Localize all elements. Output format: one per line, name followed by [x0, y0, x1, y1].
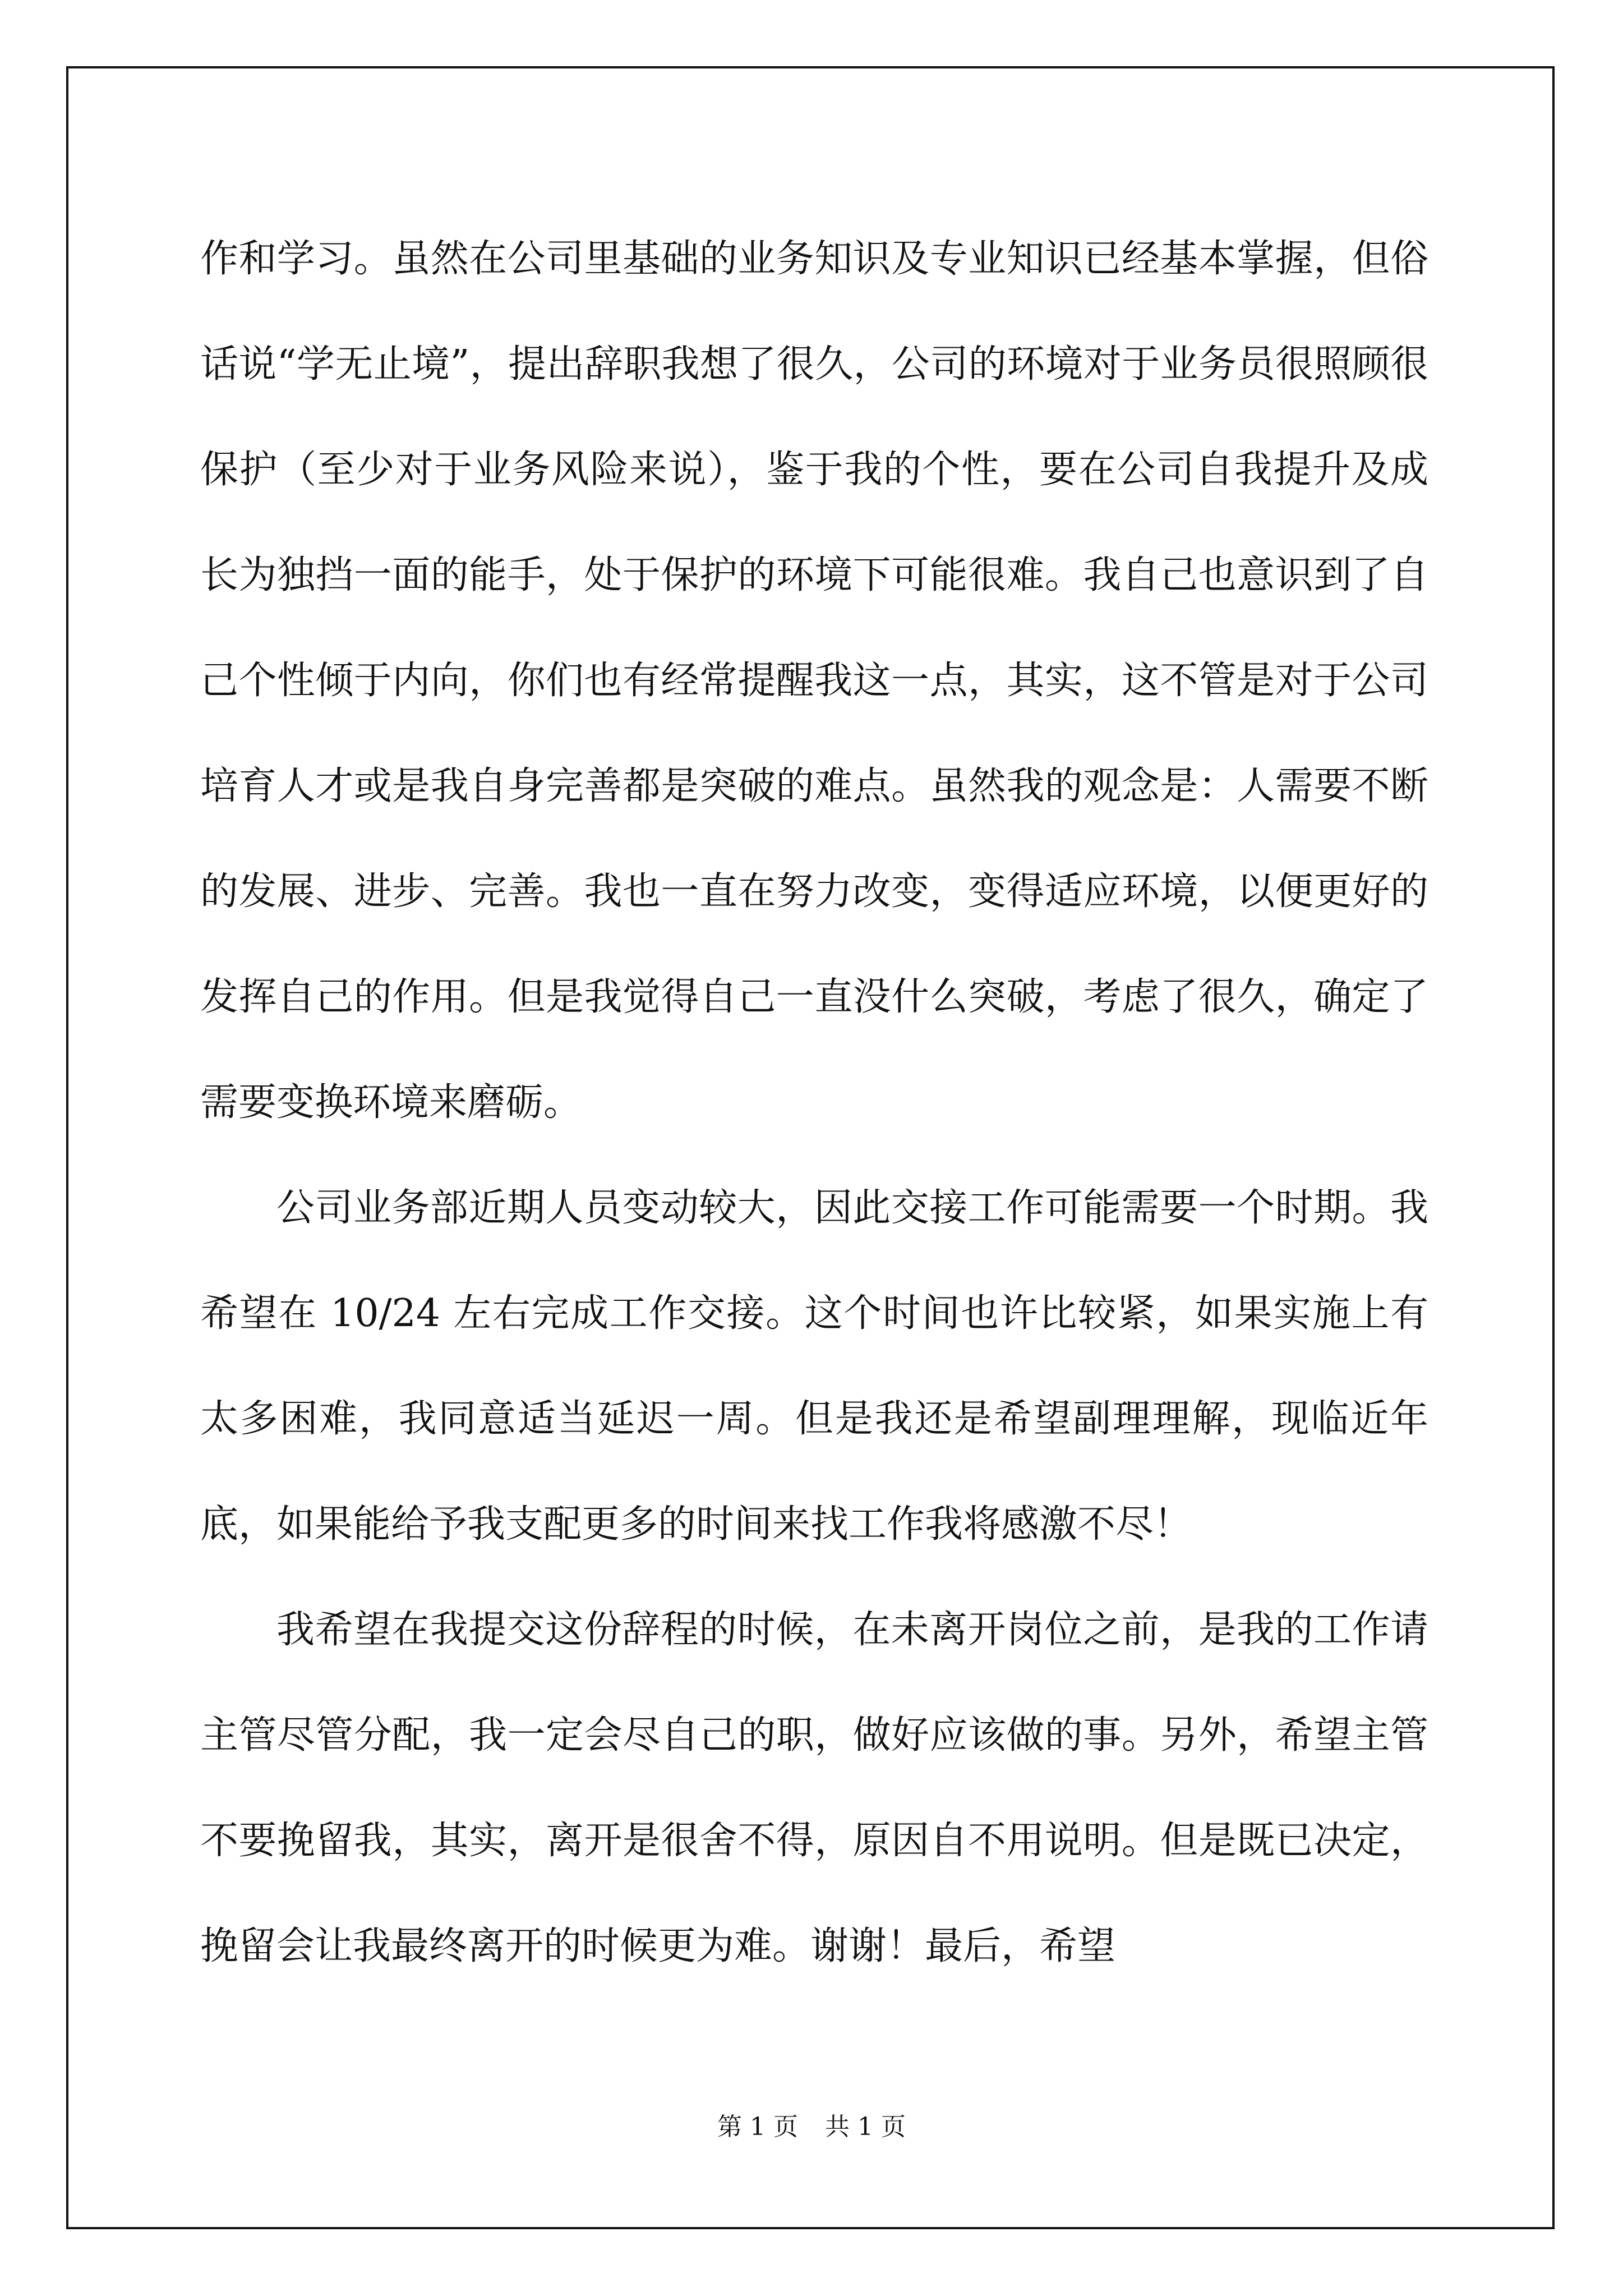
paragraph-1: 作和学习。虽然在公司里基础的业务知识及专业知识已经基本掌握，但俗话说“学无止境”，提出辞职我想了很久，公司的环境对于业务员很照顾很保护（至少对于业务风险来说），鉴于我的个性，要在公司自我提升及成长为独挡一面的能手，处于保护的环境下可能很难。我自己也意识到了自己个性倾于内向，你们也有经常提醒我这一点，其实，这不管是对于公司培育人才或是我自身完善都是突破的难点。虽然我的观念是：人需要不断的发展、进步、完善。我也一直在努力改变，变得适应环境，以便更好的发挥自己的作用。但是我觉得自己一直没什么突破，考虑了很久，确定了需要变换环境来磨砺。 [200, 237, 1428, 1125]
page-number-current: 第 1 页 [717, 2113, 798, 2141]
document-body [200, 206, 1428, 1999]
page-number-total: 共 1 页 [825, 2113, 906, 2141]
page-footer [0, 2110, 1623, 2144]
paragraph-2: 公司业务部近期人员变动较大，因此交接工作可能需要一个时期。我希望在 10/24 左右完成工作交接。这个时间也许比较紧，如果实施上有太多困难，我同意适当延迟一周。但是我还是希望副理理解，现临近年底，如果能给予我支配更多的时间来找工作我将感激不尽！ [200, 1186, 1428, 1547]
paragraph-3: 我希望在我提交这份辞程的时候，在未离开岗位之前，是我的工作请主管尽管分配，我一定会尽自己的职，做好应该做的事。另外，希望主管不要挽留我，其实，离开是很舍不得，原因自不用说明。但是既已决定，挽留会让我最终离开的时候更为难。谢谢！最后，希望 [200, 1608, 1428, 1968]
